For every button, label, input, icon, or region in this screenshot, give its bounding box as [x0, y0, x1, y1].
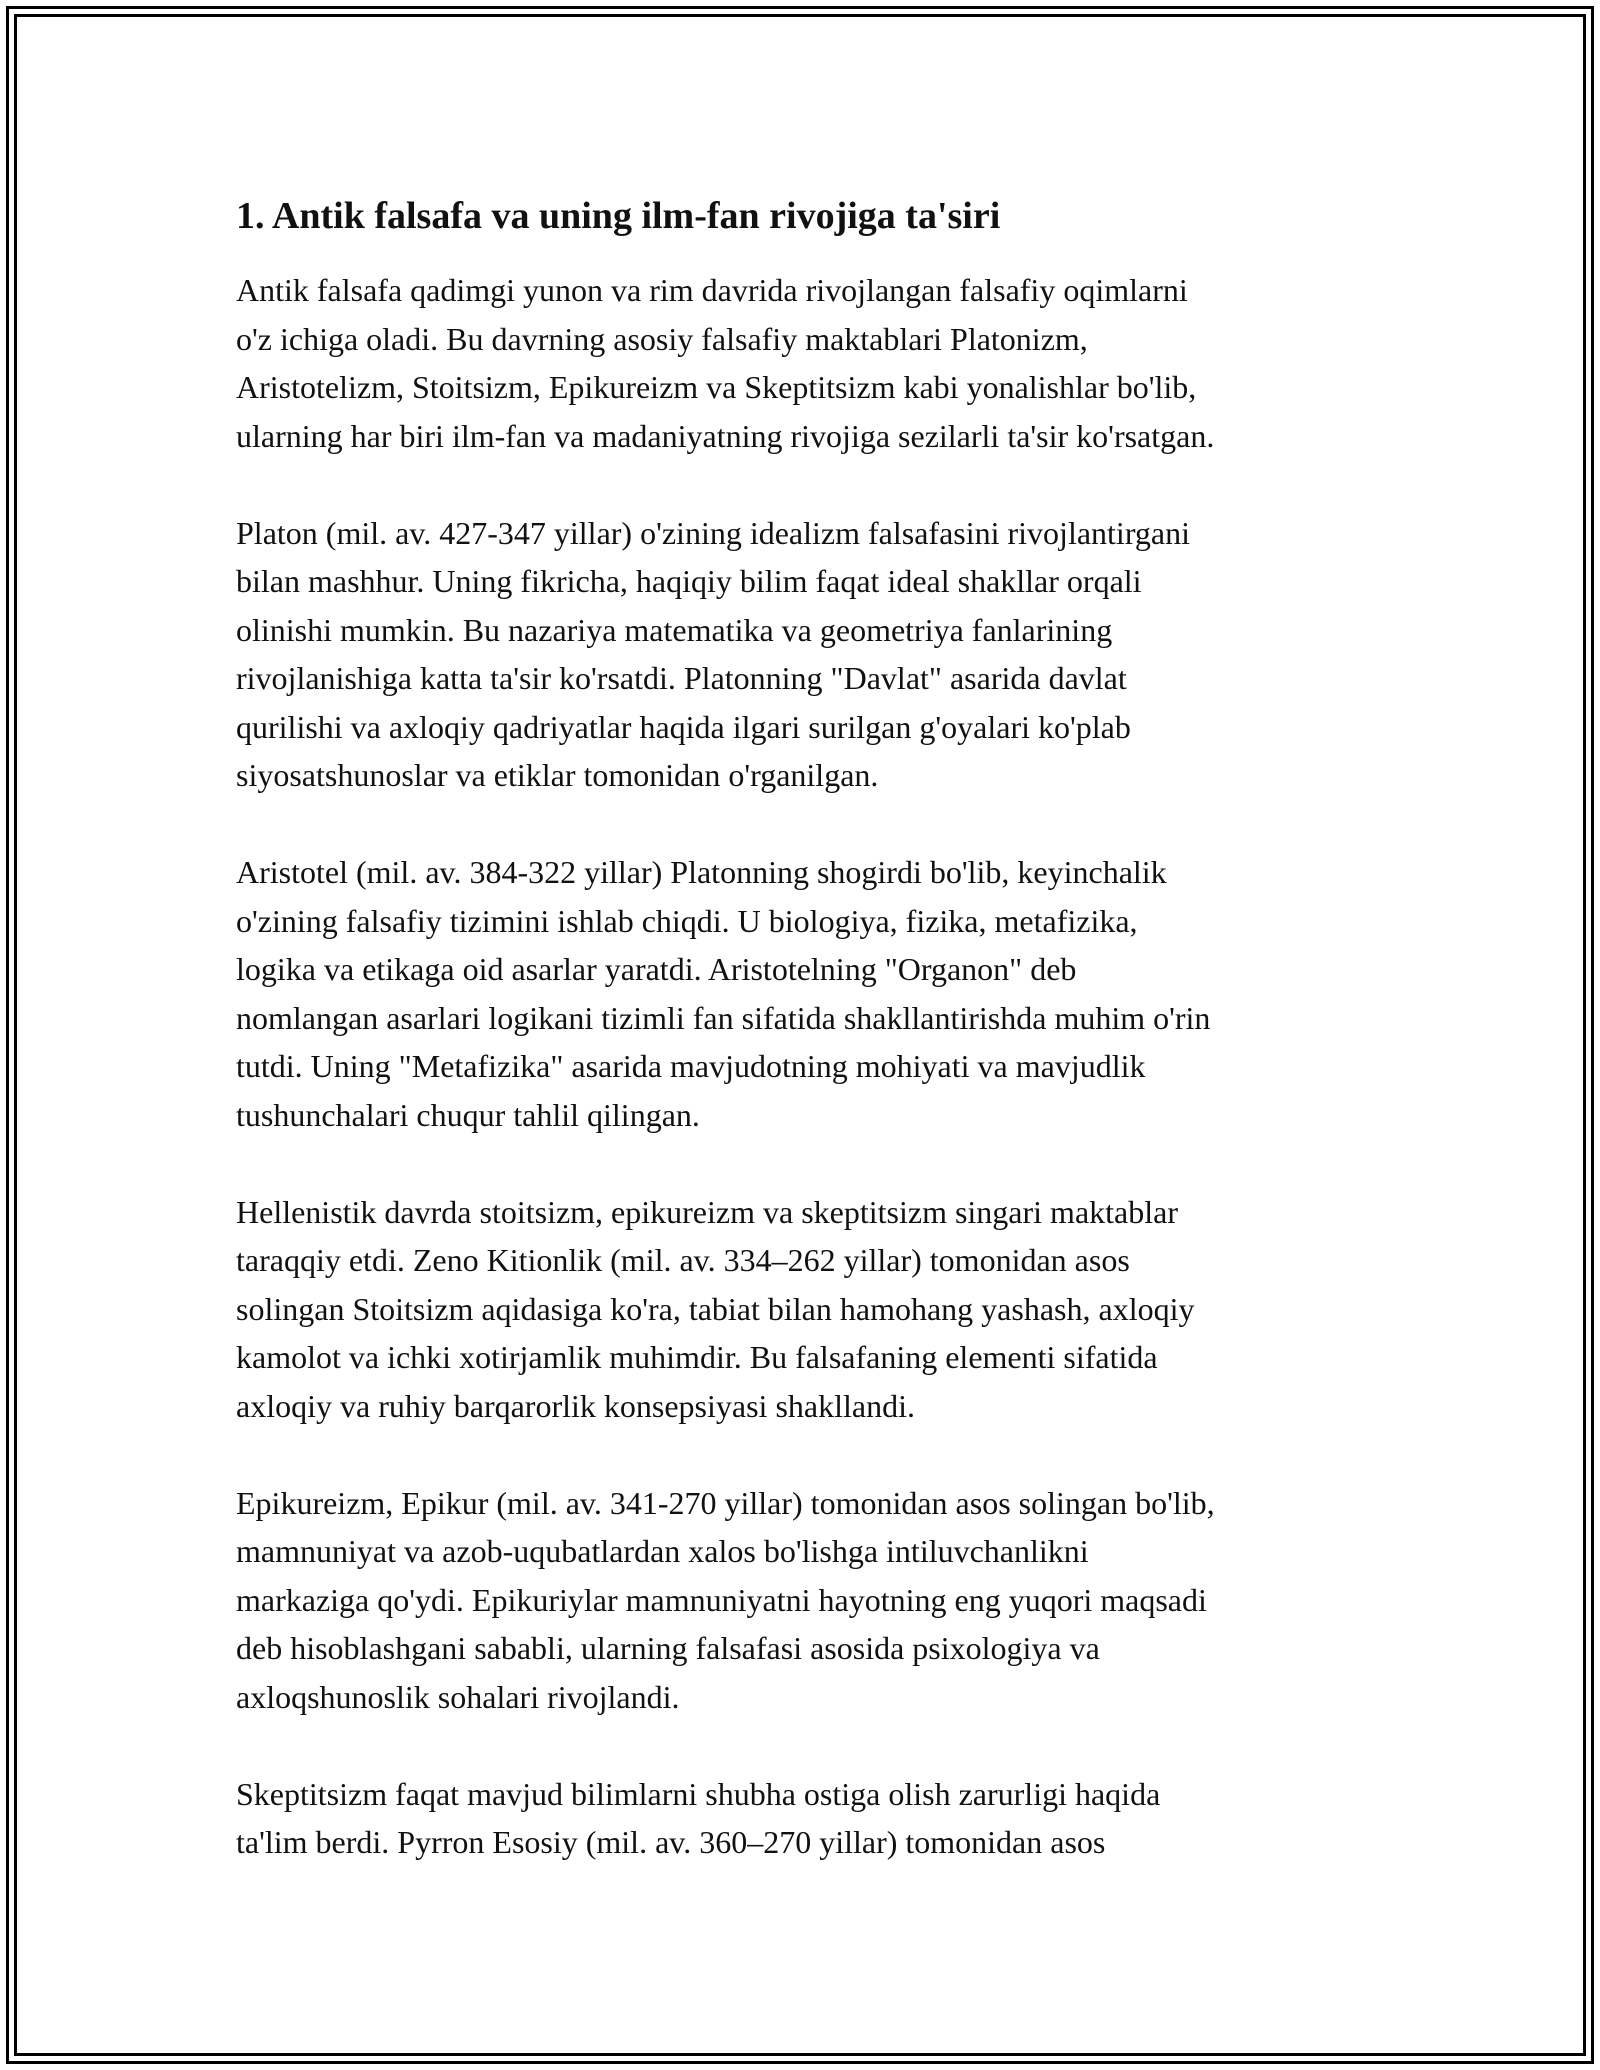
text-line: Hellenistik davrda stoitsizm, epikureizm va skeptitsizm singari maktablar [236, 1193, 1178, 1230]
text-line: tutdi. Uning "Metafizika" asarida mavjudotning mohiyati va mavjudlik [236, 1048, 1146, 1084]
text-line: axloqiy va ruhiy barqarorlik konsepsiyasi shakllandi. [236, 1387, 915, 1424]
text-line: ularning har biri ilm-fan va madaniyatning rivojiga sezilarli ta'sir ko'rsatgan. [236, 417, 1215, 454]
text-line: o'zining falsafiy tizimini ishlab chiqdi. U biologiya, fizika, metafizika, [236, 902, 1138, 939]
paragraph-aristotel [236, 848, 1396, 1139]
text-line: tushunchalari chuqur tahlil qilingan. [236, 1096, 700, 1133]
text-line: axloqshunoslik sohalari rivojlandi. [236, 1678, 680, 1715]
paragraph-epikureizm [236, 1479, 1396, 1722]
text-line: rivojlanishiga katta ta'sir ko'rsatdi. Platonning "Davlat" asarida davlat [236, 660, 1127, 696]
text-line: ta'lim berdi. Pyrron Esosiy (mil. av. 360–270 yillar) tomonidan asos [236, 1824, 1106, 1860]
text-line: nomlangan asarlari logikani tizimli fan sifatida shakllantirishda muhim o'rin [236, 999, 1211, 1036]
paragraph-intro [236, 266, 1396, 460]
text-line: deb hisoblashgani sababli, ularning falsafasi asosida psixologiya va [236, 1630, 1100, 1666]
text-line: Skeptitsizm faqat mavjud bilimlarni shubha ostiga olish zarurligi haqida [236, 1775, 1161, 1812]
text-line: mamnuniyat va azob-uqubatlardan xalos bo'lishga intiluvchanlikni [236, 1533, 1089, 1569]
text-line: Aristotel (mil. av. 384-322 yillar) Platonning shogirdi bo'lib, keyinchalik [236, 854, 1167, 890]
section-heading: 1. Antik falsafa va uning ilm-fan rivojiga ta'siri [236, 195, 1001, 237]
text-line: kamolot va ichki xotirjamlik muhimdir. Bu falsafaning elementi sifatida [236, 1339, 1158, 1375]
text-line: olinishi mumkin. Bu nazariya matematika va geometriya fanlarining [236, 611, 1113, 648]
document-body [236, 188, 1396, 1915]
text-line: bilan mashhur. Uning fikricha, haqiqiy bilim faqat ideal shakllar orqali [236, 563, 1142, 599]
paragraph-skeptitsizm [236, 1770, 1396, 1867]
text-line: Antik falsafa qadimgi yunon va rim davrida rivojlangan falsafiy oqimlarni [236, 272, 1188, 308]
text-line: siyosatshunoslar va etiklar tomonidan o'rganilgan. [236, 757, 879, 793]
text-line: solingan Stoitsizm aqidasiga ko'ra, tabiat bilan hamohang yashash, axloqiy [236, 1290, 1195, 1327]
paragraph-hellenistik [236, 1188, 1396, 1431]
text-line: o'z ichiga oladi. Bu davrning asosiy falsafiy maktablari Platonizm, [236, 320, 1088, 357]
text-line: markaziga qo'ydi. Epikuriylar mamnuniyatni hayotning eng yuqori maqsadi [236, 1581, 1207, 1618]
text-line: Aristotelizm, Stoitsizm, Epikureizm va Skeptitsizm kabi yonalishlar bo'lib, [236, 369, 1197, 405]
text-line: qurilishi va axloqiy qadriyatlar haqida ilgari surilgan g'oyalari ko'plab [236, 708, 1131, 745]
text-line: Epikureizm, Epikur (mil. av. 341-270 yillar) tomonidan asos solingan bo'lib, [236, 1484, 1215, 1521]
paragraph-platon [236, 509, 1396, 800]
text-line: taraqqiy etdi. Zeno Kitionlik (mil. av. 334–262 yillar) tomonidan asos [236, 1242, 1130, 1278]
text-line: logika va etikaga oid asarlar yaratdi. Aristotelning "Organon" deb [236, 951, 1077, 987]
text-line: Platon (mil. av. 427-347 yillar) o'zining idealizm falsafasini rivojlantirgani [236, 514, 1190, 551]
